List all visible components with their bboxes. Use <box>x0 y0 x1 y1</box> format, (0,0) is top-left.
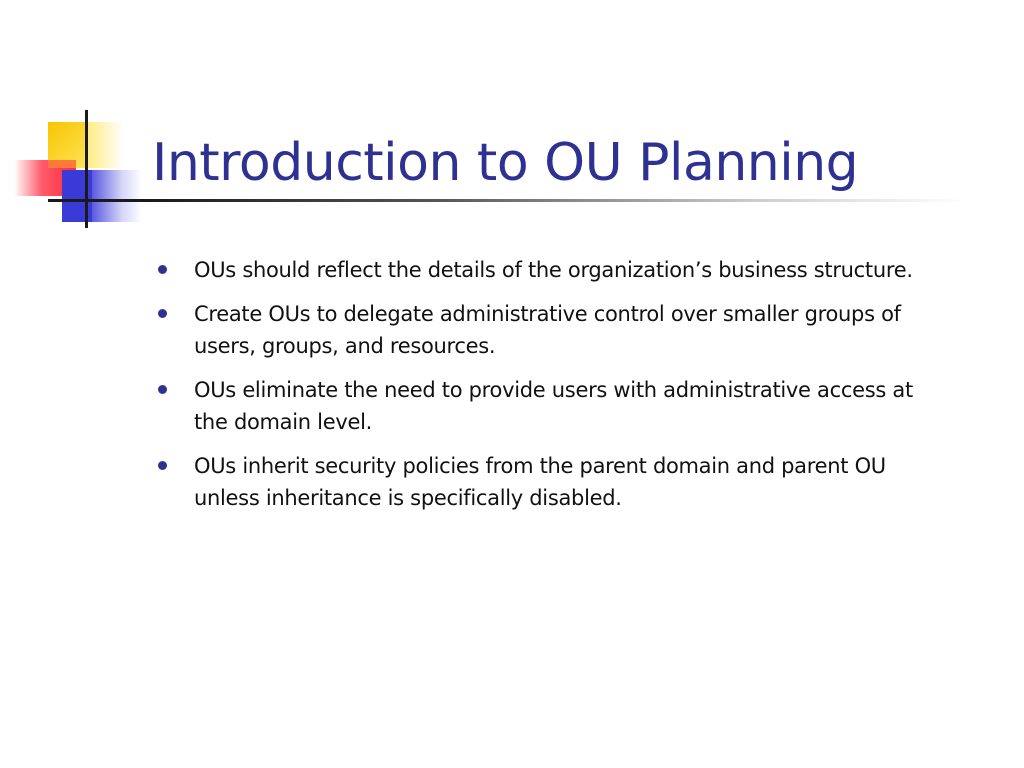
decorative-logo <box>0 100 150 240</box>
bullet-item <box>156 298 946 362</box>
bullet-item <box>156 254 946 286</box>
title-underline <box>148 199 968 202</box>
bullet-item <box>156 374 946 438</box>
bullet-dot-icon <box>158 265 167 274</box>
logo-blue-fade <box>92 170 142 222</box>
bullet-dot-icon <box>158 461 167 470</box>
bullet-item <box>156 450 946 514</box>
logo-red-overlap <box>48 160 76 168</box>
logo-yellow-fade <box>88 122 124 168</box>
slide-title: Introduction to OU Planning <box>152 133 859 193</box>
bullet-dot-icon <box>158 385 167 394</box>
bullet-text: Create OUs to delegate administrative control over smaller groups of users, groups, and resources. <box>194 302 901 358</box>
logo-vertical-line <box>85 110 88 228</box>
bullet-list <box>156 254 946 526</box>
bullet-text: OUs eliminate the need to provide users with administrative access at the domain level. <box>194 378 913 434</box>
bullet-dot-icon <box>158 309 167 318</box>
bullet-text: OUs inherit security policies from the parent domain and parent OU unless inheritance is specifically disabled. <box>194 454 886 510</box>
bullet-text: OUs should reflect the details of the organization’s business structure. <box>194 258 913 282</box>
logo-horizontal-line <box>48 199 148 202</box>
